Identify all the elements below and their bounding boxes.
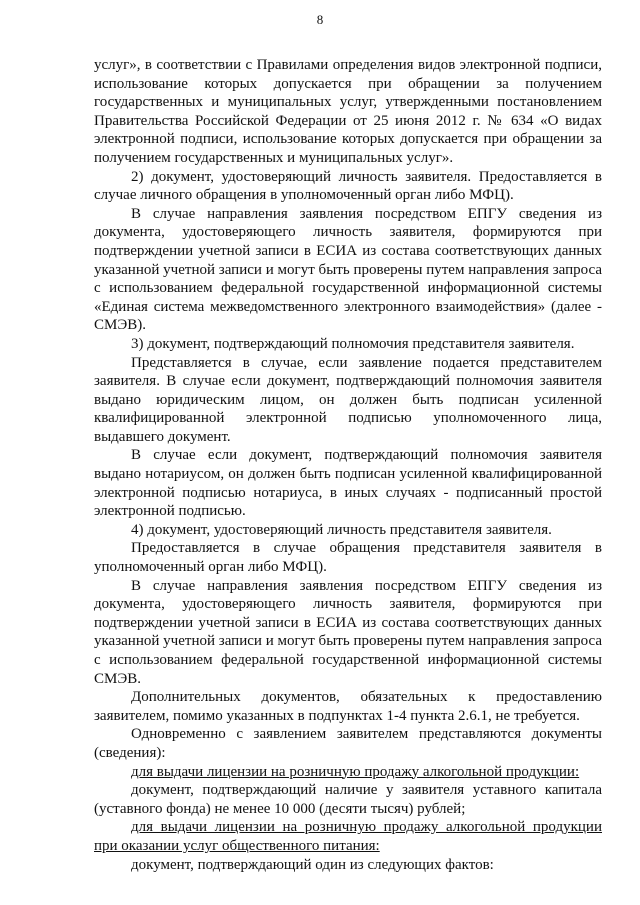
paragraph: Предоставляется в случае обращения представителя заявителя в уполномоченный орган либо МФЦ). [94, 540, 602, 576]
document-body [94, 56, 602, 874]
paragraph: В случае направления заявления посредством ЕПГУ сведения из документа, удостоверяющего личность заявителя, формируются при подтверждении учетной записи в ЕСИА из состава соответствующих данных указанной учетной записи и могут быть проверены путем направления запроса с использованием федеральной государственной информационной системы СМЭВ. [94, 577, 602, 687]
paragraph: Представляется в случае, если заявление подается представителем заявителя. В случае если документ, подтверждающий полномочия заявителя выдано юридическим лицом, он должен быть подписан усиленной квалифицированной электронной подписью уполномоченного лица, выдавшего документ. [94, 354, 602, 445]
paragraph: В случае если документ, подтверждающий полномочия заявителя выдано нотариусом, он должен быть подписан усиленной квалифицированной электронной подписью нотариуса, в иных случаях - подписанный простой электронной подписью. [94, 447, 602, 520]
paragraph: документ, подтверждающий наличие у заявителя уставного капитала (уставного фонда) не менее 10 000 (десяти тысяч) рублей; [94, 782, 602, 817]
paragraph: В случае направления заявления посредством ЕПГУ сведения из документа, удостоверяющего личность заявителя, формируются при подтверждении учетной записи в ЕСИА из состава соответствующих данных указанной учетной записи и могут быть проверены путем направления запроса с использованием федеральной государственной информационной системы «Единая система межведомственного электронного взаимодействия» (далее - СМЭВ). [94, 205, 602, 334]
paragraph: 4) документ, удостоверяющий личность представителя заявителя. [131, 521, 552, 538]
paragraph: 2) документ, удостоверяющий личность заявителя. Предоставляется в случае личного обращения в уполномоченный орган либо МФЦ). [94, 168, 602, 204]
paragraph: документ, подтверждающий один из следующих фактов: [131, 856, 494, 873]
underlined-heading: для выдачи лицензии на розничную продажу алкогольной продукции при оказании услуг общественного питания: [94, 819, 602, 854]
paragraph: 3) документ, подтверждающий полномочия представителя заявителя. [131, 335, 575, 352]
page-number: 8 [316, 12, 324, 27]
paragraph: услуг», в соответствии с Правилами определения видов электронной подписи, использование которых допускается при обращении за получением государственных и муниципальных услуг, утвержденными постановлением Правительства Российской Федерации от 25 июня 2012 г. № 634 «О видах электронной подписи, использование которых допускается при обращении за получением государственных и муниципальных услуг». [94, 57, 602, 166]
underlined-heading: для выдачи лицензии на розничную продажу алкогольной продукции: [131, 763, 580, 780]
paragraph: Дополнительных документов, обязательных к предоставлению заявителем, помимо указанных в подпунктах 1-4 пункта 2.6.1, не требуется. [94, 689, 602, 724]
paragraph: Одновременно с заявлением заявителем представляются документы (сведения): [94, 726, 602, 761]
